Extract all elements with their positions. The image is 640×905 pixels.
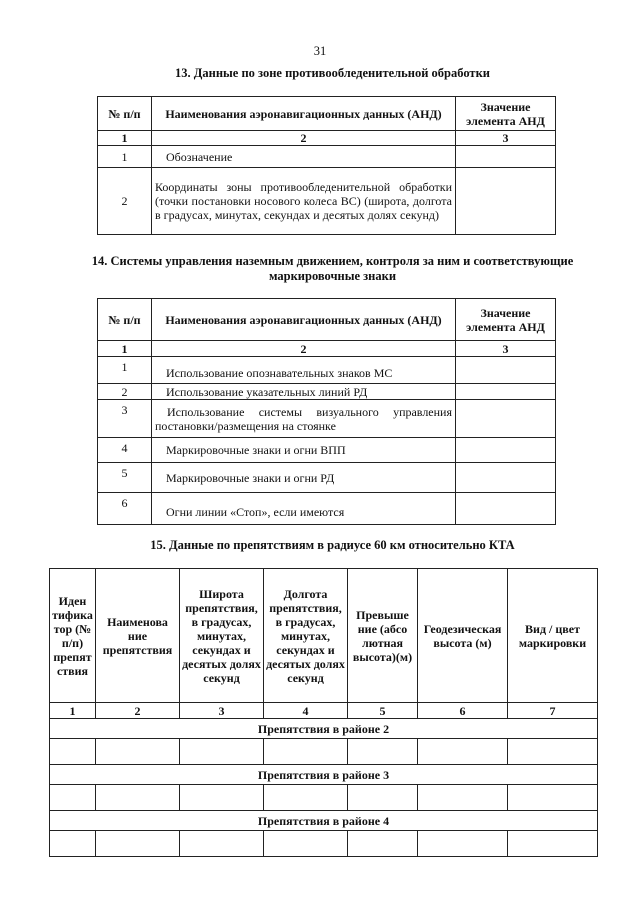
col-number: 1 — [98, 341, 152, 357]
header-name: Наименования аэронавигационных данных (АНД) — [152, 97, 456, 131]
area-heading: Препятствия в районе 4 — [50, 811, 598, 831]
col-number: 1 — [50, 703, 96, 719]
row-number: 1 — [98, 357, 152, 384]
area-heading-row — [50, 811, 598, 831]
header-identifier: Иден тифика тор (№ п/п) препят ствия — [50, 569, 96, 703]
row-name: Маркировочные знаки и огни РД — [152, 463, 456, 493]
row-value — [456, 384, 556, 400]
header-name: Наименования аэронавигационных данных (АНД) — [152, 299, 456, 341]
table-row — [50, 739, 598, 765]
row-value — [456, 463, 556, 493]
col-number: 3 — [456, 341, 556, 357]
table-row — [98, 493, 556, 525]
table-row — [98, 357, 556, 384]
col-number: 6 — [418, 703, 508, 719]
table-row — [98, 146, 556, 168]
table-row — [98, 384, 556, 400]
section-13-title: 13. Данные по зоне противообледенительной обработки — [175, 66, 490, 80]
header-marking: Вид / цвет маркировки — [508, 569, 598, 703]
header-geodetic-height: Геодезическая высота (м) — [418, 569, 508, 703]
page-number: 31 — [313, 44, 327, 58]
col-number: 2 — [152, 341, 456, 357]
row-number: 3 — [98, 400, 152, 438]
column-number-row — [50, 703, 598, 719]
table-row — [98, 463, 556, 493]
section-15-table — [49, 568, 598, 857]
row-name: Обозначение — [152, 146, 456, 168]
row-name: Маркировочные знаки и огни ВПП — [152, 438, 456, 463]
header-number: № п/п — [98, 299, 152, 341]
header-obstacle-name: Наименова ние препятствия — [96, 569, 180, 703]
row-name: Использование опознавательных знаков МС — [152, 357, 456, 384]
table-row — [50, 831, 598, 857]
row-number: 2 — [98, 384, 152, 400]
header-latitude: Широта препятствия, в градусах, минутах, секундах и десятых долях секунд — [180, 569, 264, 703]
row-value — [456, 400, 556, 438]
table-row — [98, 438, 556, 463]
row-value — [456, 146, 556, 168]
row-value — [456, 493, 556, 525]
table-row — [98, 400, 556, 438]
col-number: 5 — [348, 703, 418, 719]
column-number-row — [98, 341, 556, 357]
row-name: Использование системы визуального управления постановки/размещения на стоянке — [152, 400, 456, 438]
table-header-row — [50, 569, 598, 703]
header-number: № п/п — [98, 97, 152, 131]
table-header-row — [98, 299, 556, 341]
area-heading-row — [50, 719, 598, 739]
area-heading: Препятствия в районе 3 — [50, 765, 598, 785]
table-row — [50, 785, 598, 811]
row-number: 1 — [98, 146, 152, 168]
section-14-table — [97, 298, 556, 525]
col-number: 3 — [456, 131, 556, 146]
col-number: 2 — [96, 703, 180, 719]
row-number: 5 — [98, 463, 152, 493]
header-value: Значение элемента АНД — [456, 97, 556, 131]
col-number: 2 — [152, 131, 456, 146]
column-number-row — [98, 131, 556, 146]
table-row — [98, 168, 556, 235]
section-13-table — [97, 96, 556, 235]
col-number: 3 — [180, 703, 264, 719]
section-15-title: 15. Данные по препятствиям в радиусе 60 км относительно КТА — [150, 538, 515, 552]
row-name: Огни линии «Стоп», если имеются — [152, 493, 456, 525]
header-value: Значение элемента АНД — [456, 299, 556, 341]
row-value — [456, 438, 556, 463]
table-header-row — [98, 97, 556, 131]
area-heading: Препятствия в районе 2 — [50, 719, 598, 739]
row-name: Использование указательных линий РД — [152, 384, 456, 400]
row-value — [456, 168, 556, 235]
col-number: 1 — [98, 131, 152, 146]
section-14-title: 14. Системы управления наземным движением, контроля за ним и соответствующие маркировочные знаки — [91, 254, 574, 283]
row-number: 4 — [98, 438, 152, 463]
row-number: 6 — [98, 493, 152, 525]
row-number: 2 — [98, 168, 152, 235]
col-number: 7 — [508, 703, 598, 719]
row-name: Координаты зоны противообледенительной обработки (точки постановки носового колеса ВС) (широта, долгота в градусах, минутах, секундах и десятых долях секунд) — [152, 168, 456, 235]
area-heading-row — [50, 765, 598, 785]
header-longitude: Долгота препятствия, в градусах, минутах, секундах и десятых долях секунд — [264, 569, 348, 703]
row-value — [456, 357, 556, 384]
header-elevation: Превыше ние (абсо лютная высота)(м) — [348, 569, 418, 703]
col-number: 4 — [264, 703, 348, 719]
